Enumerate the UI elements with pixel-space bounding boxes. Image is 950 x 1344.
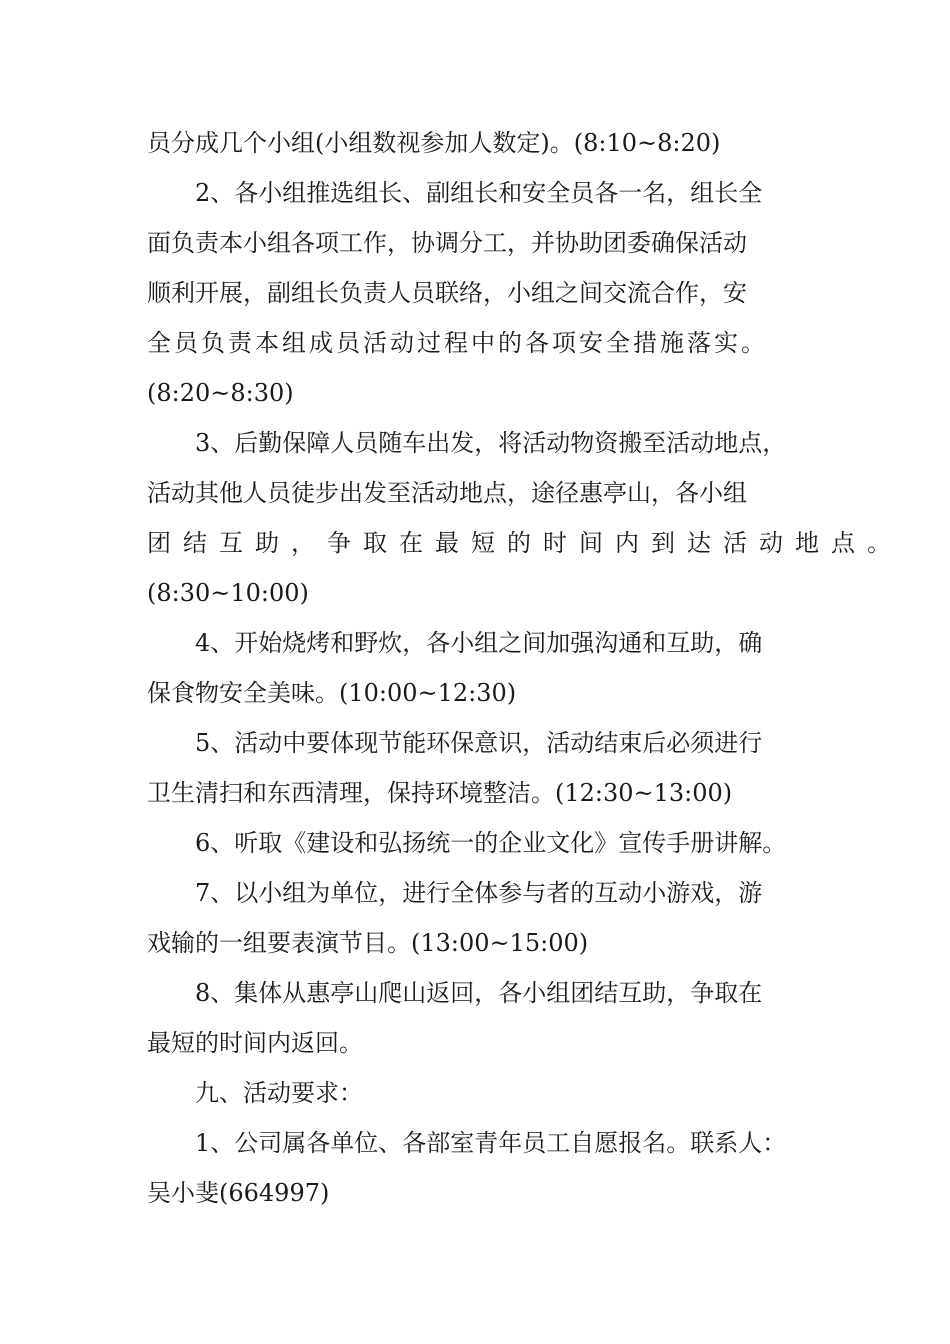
text-line: 活动其他人员徒步出发至活动地点，途径惠亭山，各小组	[147, 479, 747, 507]
text-line: 最短的时间内返回。	[147, 1029, 363, 1057]
section-heading: 九、活动要求：	[195, 1079, 363, 1107]
text-line: 3、后勤保障人员随车出发，将活动物资搬至活动地点，	[195, 429, 787, 457]
text-line: 6、听取《建设和弘扬统一的企业文化》宣传手册讲解。	[195, 829, 787, 857]
text-line: 7、以小组为单位，进行全体参与者的互动小游戏，游	[195, 879, 763, 907]
text-line: 8、集体从惠亭山爬山返回，各小组团结互助，争取在	[195, 979, 763, 1007]
text-line: 4、开始烧烤和野炊，各小组之间加强沟通和互助，确	[195, 629, 763, 657]
text-line: 戏输的一组要表演节目。(13:00~15:00)	[147, 929, 589, 957]
text-line: 1、公司属各单位、各部室青年员工自愿报名。联系人：	[195, 1129, 787, 1157]
text-line: 面负责本小组各项工作，协调分工，并协助团委确保活动	[147, 229, 747, 257]
text-line: 吴小斐(664997)	[147, 1179, 330, 1207]
text-line: 保食物安全美味。(10:00~12:30)	[147, 679, 517, 707]
text-line: 全员负责本组成员活动过程中的各项安全措施落实。	[147, 329, 768, 357]
text-line: 5、活动中要体现节能环保意识，活动结束后必须进行	[195, 729, 763, 757]
text-line: 顺利开展，副组长负责人员联络，小组之间交流合作，安	[147, 279, 747, 307]
text-line: 卫生清扫和东西清理，保持环境整洁。(12:30~13:00)	[147, 779, 733, 807]
text-line: (8:20~8:30)	[147, 379, 294, 407]
text-line: (8:30~10:00)	[147, 579, 309, 607]
text-line: 团结互助，争取在最短的时间内到达活动地点。	[147, 529, 903, 557]
text-line: 员分成几个小组(小组数视参加人数定)。(8:10~8:20)	[147, 129, 721, 157]
text-line: 2、各小组推选组长、副组长和安全员各一名，组长全	[195, 179, 763, 207]
